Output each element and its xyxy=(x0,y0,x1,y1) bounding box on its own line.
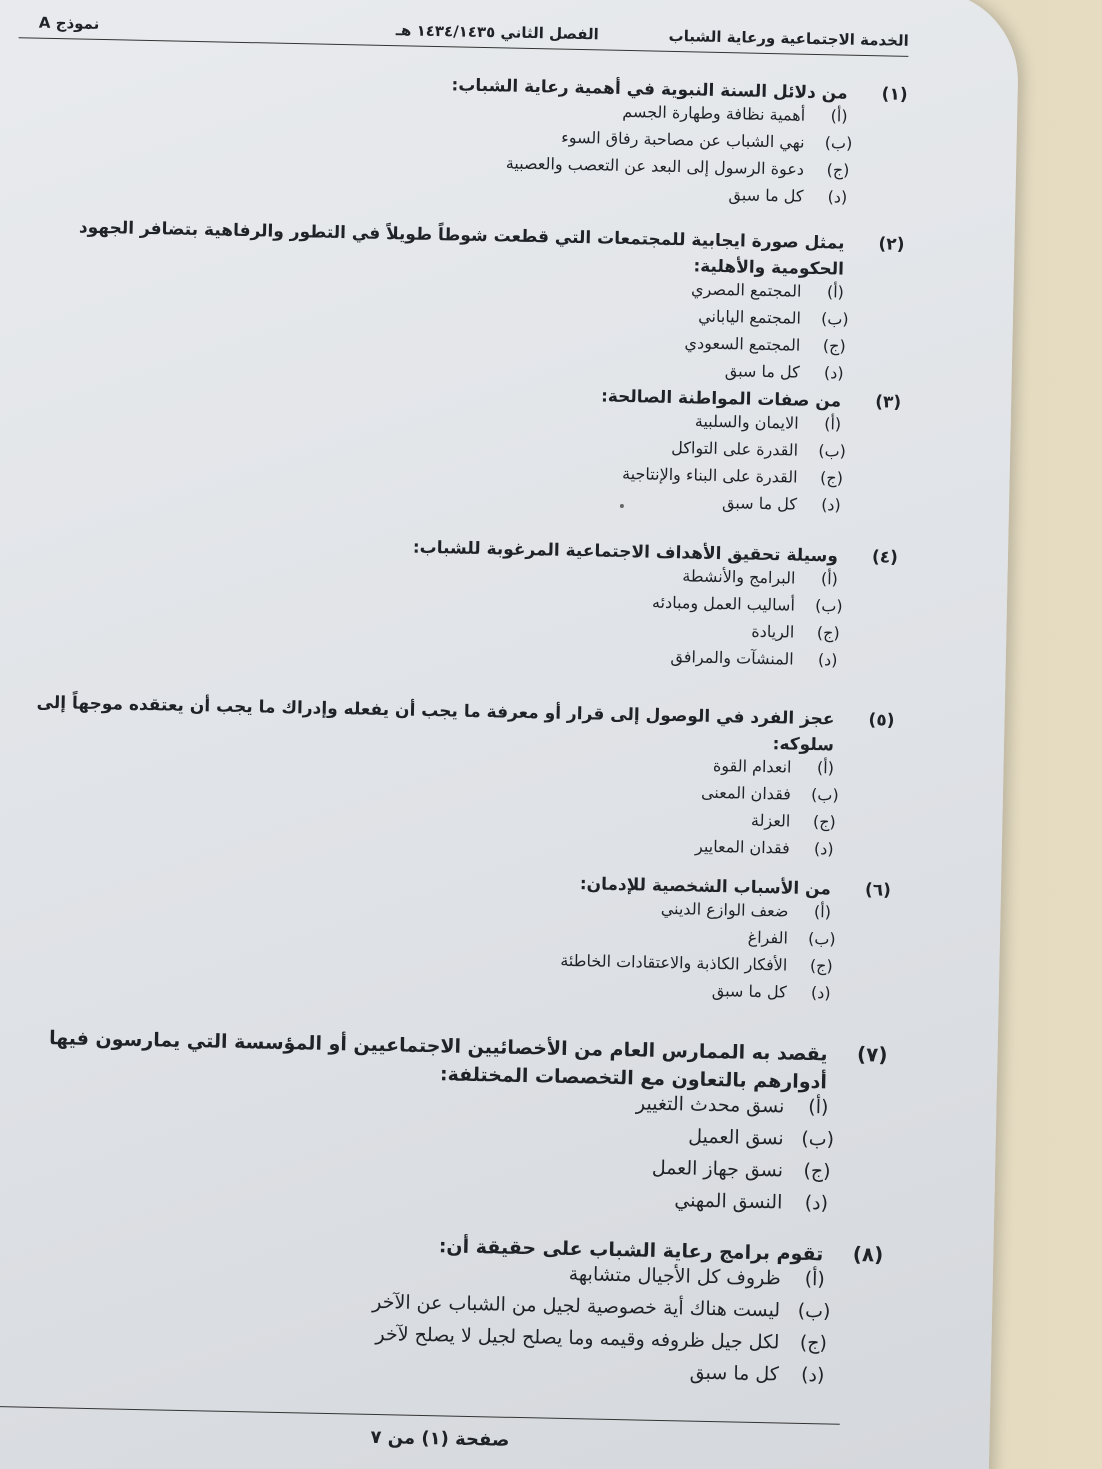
page-content xyxy=(19,1,909,1451)
option-text: الريادة xyxy=(751,621,795,642)
option-letter: (ج) xyxy=(826,160,850,180)
option-text: فقدان المعنى xyxy=(700,782,792,804)
question-number: (٣) xyxy=(874,392,902,413)
question-text: تقوم برامج رعاية الشباب على حقيقة أن: xyxy=(438,1235,824,1266)
question-text: من الأسباب الشخصية للإدمان: xyxy=(579,874,832,900)
pen-mark xyxy=(620,504,624,508)
option-letter: (أ) xyxy=(824,414,842,434)
question-number: (١) xyxy=(881,84,908,105)
term-label: الفصل الثاني ١٤٣٤/١٤٣٥ هـ xyxy=(395,21,599,44)
question-text: من صفات المواطنة الصالحة: xyxy=(600,386,842,412)
question-5 xyxy=(32,690,895,868)
question-text: يقصد به الممارس العام من الأخصائيين الاجتماعيين أو المؤسسة التي يمارسون فيها أدوارهم بالتعاون مع التخصصات المختلفة: xyxy=(48,1027,828,1094)
question-text: من دلائل السنة النبوية في أهمية رعاية الشباب: xyxy=(451,75,848,104)
option-letter: (ج) xyxy=(816,623,840,643)
option-letter: (أ) xyxy=(820,569,839,589)
option-text: القدرة على التواكل xyxy=(671,438,799,460)
option-text: المجتمع الياباني xyxy=(697,306,802,328)
option-text: ضعف الوازع الديني xyxy=(660,898,789,921)
option-text: كل ما سبق xyxy=(711,980,787,1002)
option-letter: (أ) xyxy=(808,1096,829,1119)
option-letter: (أ) xyxy=(826,282,845,302)
question-8 xyxy=(20,1224,883,1398)
option-text: المجتمع السعودي xyxy=(684,333,801,355)
option-text: أهمية نظافة وطهارة الجسم xyxy=(622,101,806,125)
option-text: دعوة الرسول إلى البعد عن التعصب والعصبية xyxy=(505,153,805,179)
option-letter: (ب) xyxy=(820,309,849,329)
option-letter: (ب) xyxy=(814,596,843,616)
question-7 xyxy=(24,1024,888,1226)
option-letter: (أ) xyxy=(816,758,835,778)
option-letter: (د) xyxy=(827,187,848,207)
option-letter: (ج) xyxy=(799,1331,828,1355)
question-text: يمثل صورة ايجابية للمجتمعات التي قطعت شوطاً طويلاً في التطور والرفاهية بتضافر الجهود الحكومية والأهلية: xyxy=(78,217,845,280)
option-letter: (ب) xyxy=(797,1299,831,1323)
option-text: العزلة xyxy=(750,810,791,831)
question-3 xyxy=(39,372,902,524)
option-text: نسق محدث التغيير xyxy=(635,1092,785,1118)
option-text: الفراغ xyxy=(747,927,789,948)
option-letter: (د) xyxy=(810,983,831,1003)
option-letter: (د) xyxy=(800,1363,825,1387)
option-text: لكل جيل ظروفه وقيمه وما يصلح لجيل لا يصلح لآخر xyxy=(375,1323,780,1354)
option-text: كل ما سبق xyxy=(689,1361,779,1386)
course-title: الخدمة الاجتماعية ورعاية الشباب xyxy=(668,26,909,50)
option-text: ظروف كل الأجيال متشابهة xyxy=(568,1263,782,1290)
option-letter: (ب) xyxy=(818,441,847,461)
footer-divider xyxy=(0,1406,840,1425)
option-text: البرامج والأنشطة xyxy=(682,566,796,588)
option-text: انعدام القوة xyxy=(712,755,792,777)
option-text: النسق المهني xyxy=(674,1189,783,1214)
option-text: كل ما سبق xyxy=(728,185,804,206)
question-4 xyxy=(36,527,899,679)
question-number: (٤) xyxy=(871,547,899,568)
question-text: وسيلة تحقيق الأهداف الاجتماعية المرغوبة للشباب: xyxy=(412,537,839,567)
option-letter: (ج) xyxy=(822,336,846,356)
option-text: القدرة على البناء والإنتاجية xyxy=(621,463,798,487)
option-letter: (د) xyxy=(820,495,841,515)
question-2 xyxy=(42,214,905,392)
option-text: نهي الشباب عن مصاحبة رفاق السوء xyxy=(561,127,805,152)
question-text: عجز الفرد في الوصول إلى قرار أو معرفة ما يجب أن يفعله وإدراك ما يجب أن يعتقده موجهاً إلى سلوكه: xyxy=(36,692,835,756)
option-letter: (ج) xyxy=(819,468,844,488)
option-letter: (د) xyxy=(823,363,844,383)
option-letter: (ج) xyxy=(812,812,836,832)
model-label: نموذج A xyxy=(38,13,100,33)
option-letter: (ب) xyxy=(807,928,836,949)
option-text: نسق العميل xyxy=(688,1125,784,1150)
option-text: أساليب العمل ومبادئه xyxy=(651,592,796,615)
page-number: صفحة (١) من ٧ xyxy=(370,1426,510,1451)
question-number: (٨) xyxy=(852,1241,884,1267)
question-6 xyxy=(29,860,892,1012)
option-letter: (ج) xyxy=(803,1159,831,1183)
question-number: (٢) xyxy=(878,234,905,255)
option-text: المجتمع المصري xyxy=(690,279,802,301)
page-header xyxy=(19,9,909,57)
option-text: فقدان المعايير xyxy=(694,836,790,858)
option-text: كل ما سبق xyxy=(724,361,800,382)
option-text: الايمان والسلبية xyxy=(694,411,799,433)
option-text: نسق جهاز العمل xyxy=(651,1156,784,1182)
option-letter: (د) xyxy=(804,1191,829,1215)
option-letter: (د) xyxy=(817,650,838,670)
option-letter: (د) xyxy=(813,839,834,859)
question-number: (٥) xyxy=(868,710,895,731)
option-letter: (ج) xyxy=(809,956,833,976)
question-number: (٦) xyxy=(864,880,892,901)
question-1 xyxy=(45,64,908,216)
option-letter: (ب) xyxy=(801,1127,835,1151)
question-number: (٧) xyxy=(856,1042,888,1067)
option-letter: (أ) xyxy=(830,106,848,126)
option-letter: (أ) xyxy=(804,1267,826,1291)
option-letter: (ب) xyxy=(810,785,839,805)
option-letter: (ب) xyxy=(824,133,853,153)
option-text: ليست هناك أية خصوصية لجيل من الشباب عن الآخر xyxy=(372,1290,781,1322)
option-text: كل ما سبق xyxy=(721,493,798,514)
option-letter: (أ) xyxy=(813,902,832,922)
option-text: المنشآت والمرافق xyxy=(670,647,794,669)
option-text: الأفكار الكاذبة والاعتقادات الخاطئة xyxy=(560,950,788,975)
